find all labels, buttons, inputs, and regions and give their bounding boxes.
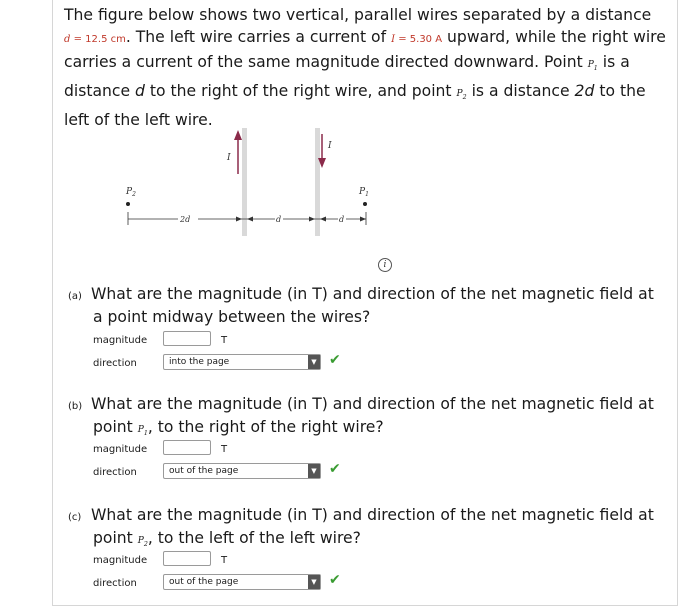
- part-b-question: (b) What are the magnitude (in T) and direction of the net magnetic field at: [68, 394, 674, 417]
- left-current-arrowhead: [234, 130, 242, 140]
- part-a-question-line2: a point midway between the wires?: [93, 308, 371, 326]
- direction-select[interactable]: into the page ▼: [163, 354, 321, 370]
- intro-2d: 2d: [574, 82, 595, 101]
- dropdown-arrow-icon[interactable]: ▼: [308, 355, 320, 369]
- unit-label: T: [221, 444, 228, 455]
- left-current-label: I: [227, 153, 231, 163]
- p1-label: $P_1$: [359, 187, 369, 198]
- magnitude-label: magnitude: [93, 444, 148, 455]
- dim-arrow-2: [247, 217, 253, 222]
- left-wire: [242, 128, 247, 236]
- magnitude-input[interactable]: [163, 440, 211, 455]
- dim-arrow-3: [309, 217, 315, 222]
- checkmark-icon: ✔: [329, 572, 341, 588]
- part-a-label: (a): [68, 291, 82, 302]
- part-c: [68, 505, 674, 589]
- intro-text-1: The figure below shows two vertical, parallel wires separated by a distance: [64, 6, 652, 24]
- p1-dot: [363, 202, 367, 206]
- info-icon[interactable]: i: [378, 258, 392, 272]
- part-a-question: (a) What are the magnitude (in T) and direction of the net magnetic field at: [68, 284, 674, 307]
- dim-d-label-1: d: [276, 215, 282, 224]
- magnitude-input[interactable]: [163, 331, 211, 346]
- dim-d-label-2: d: [339, 215, 345, 224]
- point-p2-symbol: $P_2$: [456, 89, 467, 102]
- intro-text-6: is a distance: [471, 82, 570, 101]
- direction-select[interactable]: out of the page ▼: [163, 463, 321, 479]
- part-b-label: (b): [68, 401, 83, 412]
- dim-arrow-5: [360, 217, 366, 222]
- current-value: I = 5.30 A: [391, 34, 443, 46]
- dropdown-arrow-icon[interactable]: ▼: [308, 464, 320, 478]
- dim-arrow-4: [320, 217, 326, 222]
- unit-label: T: [221, 555, 228, 566]
- direction-label: direction: [93, 578, 137, 589]
- distance-value: d = 12.5 cm: [64, 34, 126, 46]
- direction-label: direction: [93, 467, 137, 478]
- part-c-label: (c): [68, 512, 82, 523]
- p2-dot: [126, 202, 130, 206]
- part-a: [68, 284, 674, 369]
- intro-text-5: to the right of the right wire, and point: [149, 82, 452, 101]
- wires-figure: [100, 126, 400, 236]
- direction-select[interactable]: out of the page ▼: [163, 574, 321, 590]
- part-b-question-line2: point $P_1$, to the right of the right wire?: [93, 418, 384, 437]
- intro-d: d: [135, 82, 145, 101]
- right-wire: [315, 128, 320, 236]
- intro-text-2: . The left wire carries a current of: [125, 28, 387, 47]
- unit-label: T: [221, 335, 228, 346]
- problem-statement: [64, 4, 670, 132]
- part-b: [68, 394, 674, 478]
- intro-text-7: to the left of the left wire.: [64, 82, 646, 130]
- right-current-label: I: [328, 141, 332, 151]
- magnitude-input[interactable]: [163, 551, 211, 566]
- dim-2d-label: 2d: [180, 215, 191, 224]
- dim-arrow-1: [236, 217, 242, 222]
- intro-text-3: upward, while the right wire carries a current of the same magnitude directed downward. Point: [64, 28, 666, 72]
- part-c-question-line2: point $P_2$, to the left of the left wire?: [93, 529, 361, 548]
- part-c-question: (c) What are the magnitude (in T) and direction of the net magnetic field at: [68, 505, 674, 528]
- p2-label: $P_2$: [126, 187, 136, 198]
- intro-text-4: is a distance: [64, 53, 630, 101]
- direction-label: direction: [93, 358, 137, 369]
- checkmark-icon: ✔: [329, 461, 341, 477]
- checkmark-icon: ✔: [329, 352, 341, 368]
- magnitude-label: magnitude: [93, 555, 148, 566]
- point-p1-symbol: $P_1$: [587, 60, 598, 73]
- magnitude-label: magnitude: [93, 335, 148, 346]
- dropdown-arrow-icon[interactable]: ▼: [308, 575, 320, 589]
